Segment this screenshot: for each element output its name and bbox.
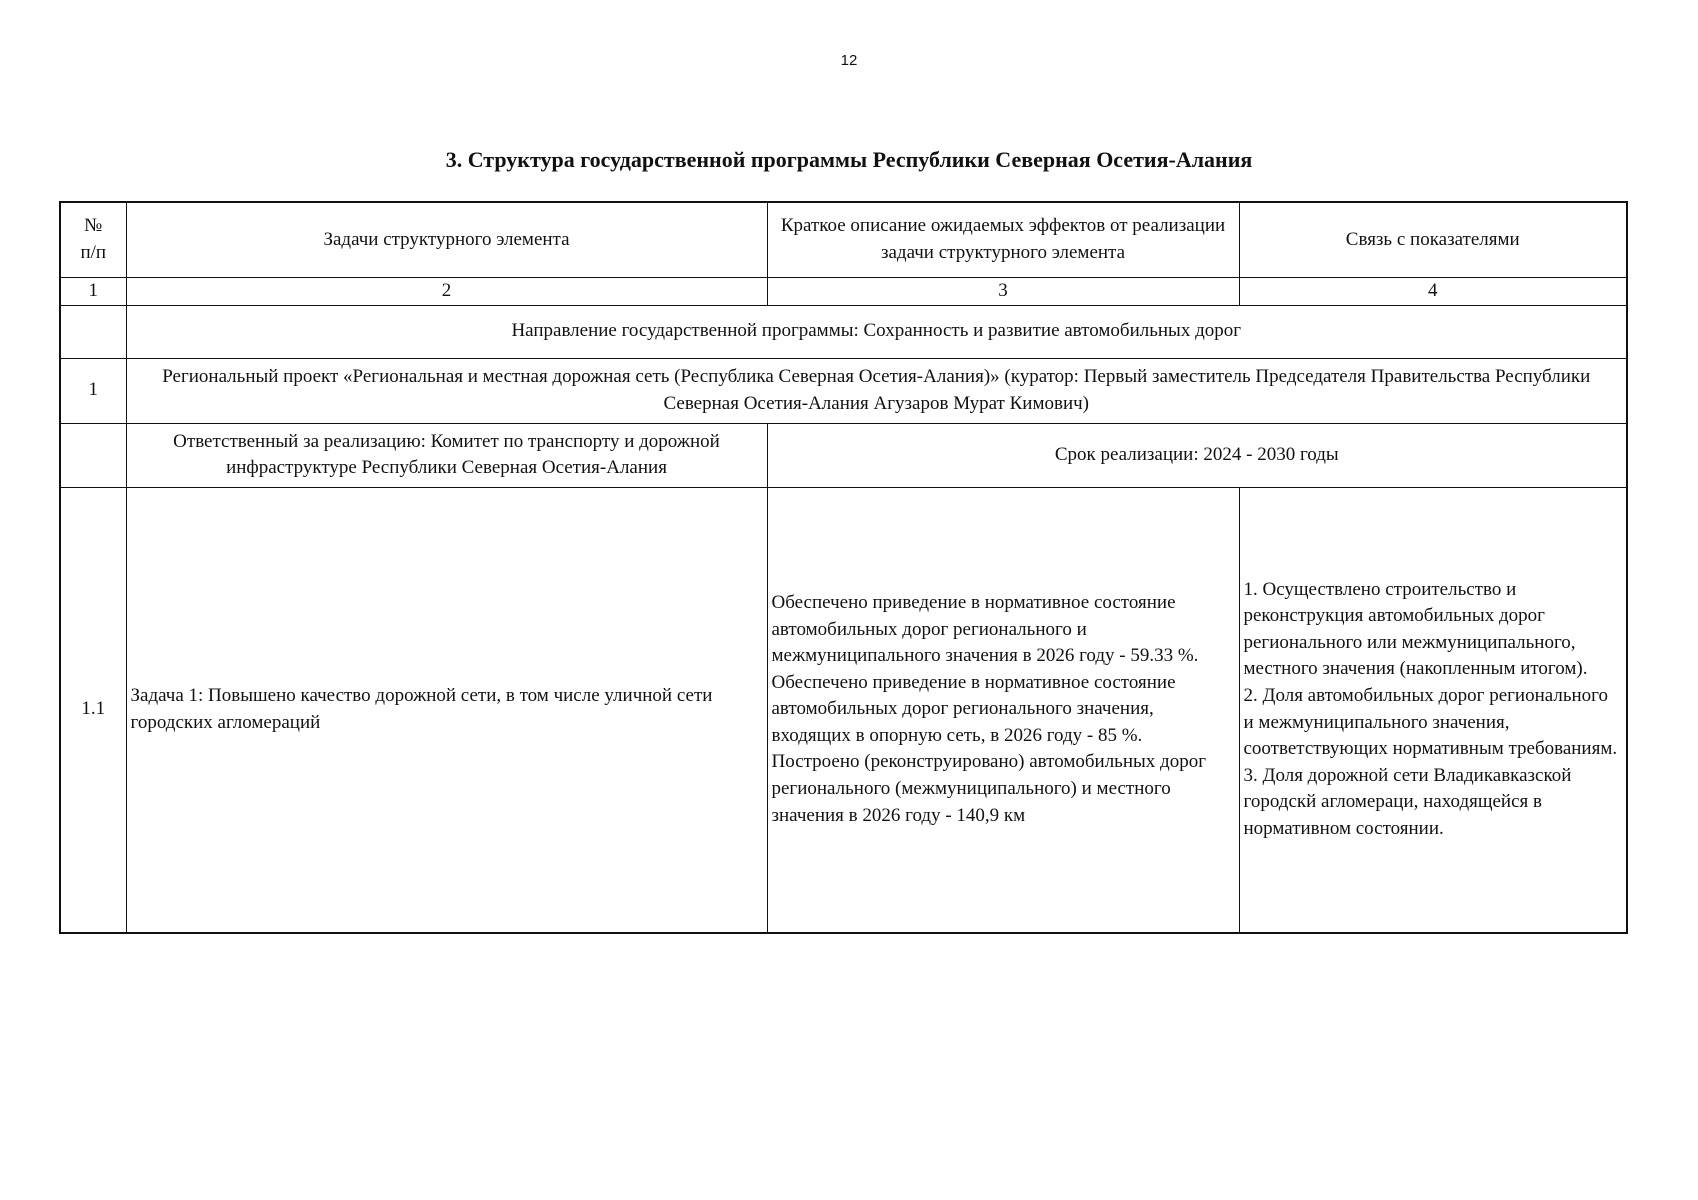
- table-header-row: [60, 202, 1627, 278]
- project-text: Региональный проект «Региональная и местная дорожная сеть (Республика Северная Осетия-Алания)» (куратор: Первый заместитель Председателя Правительства Республики Северная Осетия-Алания Агузаров Мурат Кимович): [126, 358, 1627, 423]
- header-num: № п/п: [60, 202, 126, 278]
- implementation-term: Срок реализации: 2024 - 2030 годы: [767, 423, 1627, 487]
- project-row: [60, 358, 1627, 423]
- task-effects: Обеспечено приведение в нормативное состояние автомобильных дорог регионального и межмуниципального значения в 2026 году - 59.33 %. Обеспечено приведение в нормативное состояние автомобильных дорог регионального значения, входящих в опорную сеть, в 2026 году - 85 %. Построено (реконструировано) автомобильных дорог регионального (межмуниципального) и местного значения в 2026 году - 140,9 км: [767, 487, 1239, 933]
- responsible-text: Ответственный за реализацию: Комитет по транспорту и дорожной инфраструктуре Республики Северная Осетия-Алания: [126, 423, 767, 487]
- page-number: 12: [840, 52, 858, 69]
- project-num: 1: [60, 358, 126, 423]
- responsible-num-cell: [60, 423, 126, 487]
- header-indicators: Связь с показателями: [1239, 202, 1627, 278]
- header-tasks: Задачи структурного элемента: [126, 202, 767, 278]
- column-number-1: 1: [60, 278, 126, 306]
- column-number-3: 3: [767, 278, 1239, 306]
- direction-text: Направление государственной программы: Сохранность и развитие автомобильных дорог: [126, 305, 1627, 358]
- task-num: 1.1: [60, 487, 126, 933]
- direction-num-cell: [60, 305, 126, 358]
- page-title: 3. Структура государственной программы Республики Северная Осетия-Алания: [445, 147, 1253, 172]
- column-number-4: 4: [1239, 278, 1627, 306]
- column-number-2: 2: [126, 278, 767, 306]
- column-numbers-row: [60, 278, 1627, 306]
- task-text: Задача 1: Повышено качество дорожной сети, в том числе уличной сети городских агломераций: [126, 487, 767, 933]
- header-effects: Краткое описание ожидаемых эффектов от реализации задачи структурного элемента: [767, 202, 1239, 278]
- direction-row: [60, 305, 1627, 358]
- structure-table: [59, 201, 1628, 934]
- task-indicators: 1. Осуществлено строительство и реконструкция автомобильных дорог регионального или межмуниципального, местного значения (накопленным итогом). 2. Доля автомобильных дорог регионального и межмуниципального значения, соответствующих нормативным требованиям. 3. Доля дорожной сети Владикавказской городскй агломераци, находящейся в нормативном состоянии.: [1239, 487, 1627, 933]
- task-row: [60, 487, 1627, 933]
- responsible-row: [60, 423, 1627, 487]
